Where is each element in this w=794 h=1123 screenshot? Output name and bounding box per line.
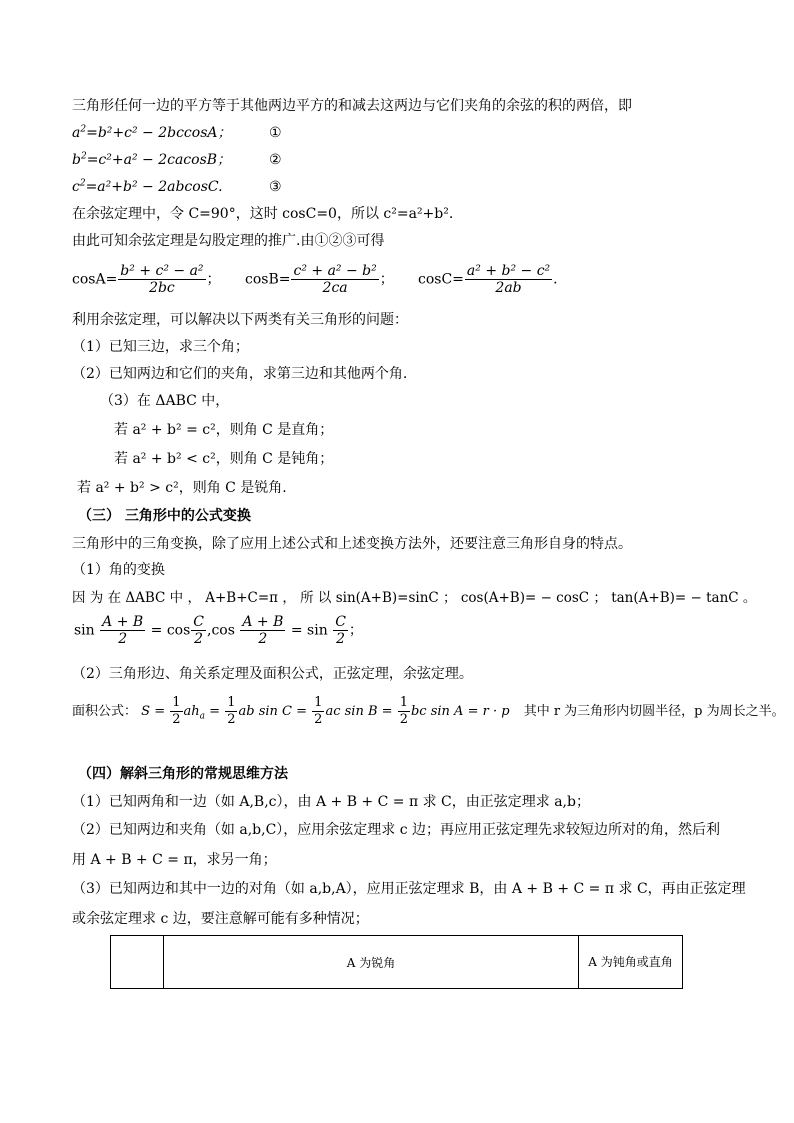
eq2-rhs: =c²+a² − 2cacosB； [86,152,232,168]
usage-item-2: （2）已知两边和它们的夹角，求第三边和其他两个角. [72,366,408,382]
subsection-2: （2）三角形边、角关系定理及面积公式，正弦定理，余弦定理。 [72,666,473,682]
cosC-numerator: a² + b² − c² [466,263,551,279]
usage-item-3: （3）在 ΔABC 中， [100,393,230,409]
half-frac-1-num: A + B [102,614,144,630]
eq3-rhs: =a²+b² − 2abcosC. [85,179,223,195]
area-half-4-den: 2 [399,712,408,727]
case-obtuse-angle: 若 a² + b² < c²，则角 C 是钝角； [114,451,334,467]
cosA-label: cosA= [72,271,118,288]
area-note: 其中 r 为三角形内切圆半径，p 为周长之半。 [523,704,785,719]
eq3-lhs: c [72,179,80,195]
half-sin-1: sin [74,622,95,639]
half-frac-3-num: A + B [242,614,284,630]
half-frac-1-den: 2 [118,631,128,647]
half-angle-identity [74,614,363,647]
eq2-lhs: b [72,152,81,168]
section-3-title: （三） 三角形中的公式变换 [78,508,251,524]
area-half-2-den: 2 [227,712,236,727]
cosC-end: . [553,271,558,288]
eq-3: $c^2=a^2+b^2 - 2abcosC$. [72,178,223,195]
half-comma: , [207,622,212,639]
usage-text: 利用余弦定理，可以解决以下两类有关三角形的问题： [72,312,408,328]
area-half-2-num: 1 [227,695,236,710]
area-eq-1: = [209,704,221,719]
eq1-rhs: =b²+c² − 2bccosA； [86,125,232,141]
usage-item-1: （1）已知三边，求三个角； [72,339,249,355]
area-half-3-num: 1 [314,695,323,710]
area-term-4: bc sin A [410,704,464,719]
case-acute-angle: 若 a² + b² > c²，则角 C 是锐角. [77,480,287,496]
eq1-mark: ① [269,125,282,141]
table-row [111,936,683,989]
cosA-numerator: b² + c² − a² [120,263,204,279]
area-term-1: ah [183,704,200,719]
half-eq-2: = [290,622,303,639]
table-cell-acute: A 为锐角 [164,936,579,989]
area-half-1-num: 1 [172,695,181,710]
angle-transform-line: 因 为 在 ΔABC 中 ， A+B+C=π ， 所 以 sin(A+B)=sinC ； cos(A+B)= − cosC ； tan(A+B)= − tanC 。 [72,590,757,606]
generalize-note: 由此可知余弦定理是勾股定理的推广.由①②③可得 [72,233,385,249]
area-half-4-num: 1 [399,695,408,710]
table-cell-empty [111,936,164,989]
method-2-line-1: （2）已知两边和夹角（如 a,b,C），应用余弦定理求 c 边；再应用正弦定理先求较短边所对的角，然后利 [72,822,721,838]
area-eq-2: = [296,704,308,719]
eq-1: $a^2=b^2+c^2 - 2bccosA$； [72,124,232,141]
cosC-label: cosC= [418,271,464,288]
half-eq-1: = [150,622,163,639]
cosB-numerator: c² + a² − b² [293,263,377,279]
area-term-5: = r · p [467,704,510,719]
intro-text: 三角形任何一边的平方等于其他两边平方的和减去这两边与它们夹角的余弦的积的两倍，即 [72,98,632,114]
area-s: S = [141,704,166,719]
area-formula-line [72,695,785,728]
eq3-mark: ③ [269,179,282,195]
cosB-end: ； [379,271,394,288]
cosB-label: cosB= [245,271,291,288]
cosC-denominator: 2ab [495,280,522,296]
half-frac-3-den: 2 [258,631,268,647]
area-label: 面积公式： [72,704,138,719]
half-frac-2-num: C [193,614,204,630]
table-cell-obtuse-right: A 为钝角或直角 [579,936,683,989]
half-cos-2: cos [211,622,235,639]
half-cos-1: cos [166,622,191,639]
case-right-angle: 若 a² + b² = c²，则角 C 是直角； [114,422,334,438]
cosA-formula [72,263,221,296]
section-4-title: （四）解斜三角形的常规思维方法 [78,766,288,782]
eq1-lhs: a [72,125,81,141]
right-angle-note: 在余弦定理中，令 C=90°，这时 cosC=0，所以 c²=a²+b². [72,206,454,222]
half-frac-4-num: C [335,614,346,630]
half-end: ； [348,622,363,639]
area-term-2: ab sin C [238,704,292,719]
half-sin-2: sin [307,622,328,639]
half-frac-2-den: 2 [194,631,204,647]
cosA-end: ； [206,271,221,288]
half-frac-4-den: 2 [336,631,345,647]
cosB-formula [245,263,394,296]
section-3-intro: 三角形中的三角变换，除了应用上述公式和上述变换方法外，还要注意三角形自身的特点。 [72,536,632,552]
cosC-formula [418,263,558,296]
subsection-1: （1）角的变换 [72,562,165,578]
eq2-mark: ② [269,152,282,168]
method-2-line-2: 用 A + B + C = π，求另一角； [72,852,277,868]
area-half-1-den: 2 [172,712,181,727]
area-term-3: ac sin B [325,704,378,719]
area-eq-3: = [381,704,393,719]
method-1: （1）已知两角和一边（如 A,B,c），由 A + B + C = π 求 C，由正弦定理求 a,b； [72,794,590,810]
eq-2: $b^2=c^2+a^2 - 2cacosB$； [72,151,232,168]
area-term-1-sub: a [199,711,206,722]
method-3-line-1: （3）已知两边和其中一边的对角（如 a,b,A），应用正弦定理求 B，由 A + B + C = π 求 C，再由正弦定理 [72,881,746,897]
method-3-line-2: 或余弦定理求 c 边，要注意解可能有多种情况； [72,911,369,927]
triangle-cases-table [110,935,683,989]
area-half-3-den: 2 [314,712,323,727]
cosA-denominator: 2bc [149,280,175,296]
cosB-denominator: 2ca [322,280,348,296]
